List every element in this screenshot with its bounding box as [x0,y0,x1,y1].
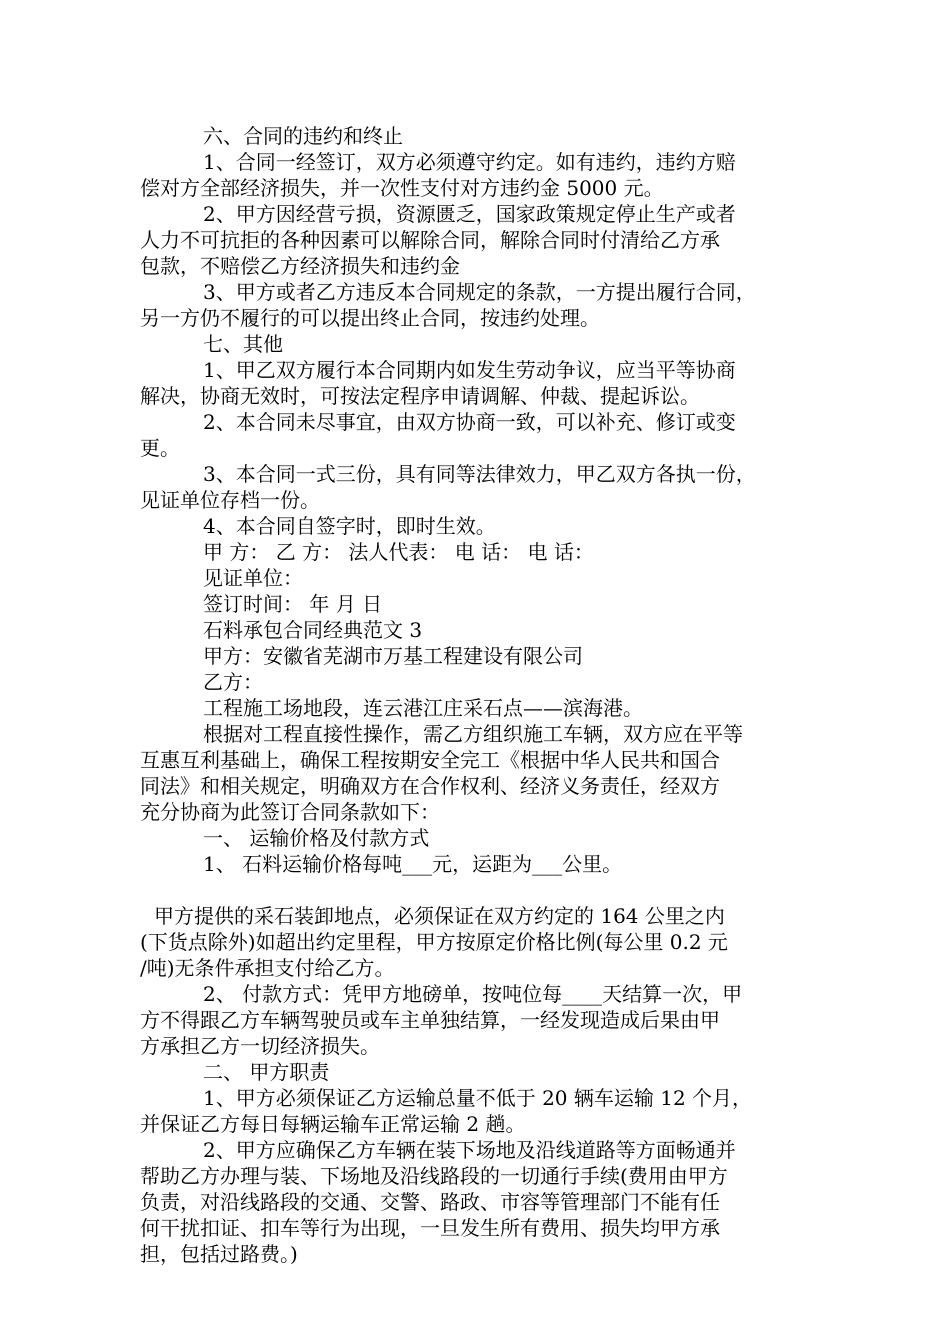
party-b: 乙方： [203,670,263,694]
section-heading: 七、其他 [203,332,283,356]
site-line: 工程施工场地段，连云港江庄采石点——滨海港。 [203,696,643,720]
signature-date: 签订时间： 年 月 日 [203,592,383,616]
paragraph-line: 帮助乙方办理与装、下场地及沿线路段的一切通行手续(费用由甲方 [140,1164,728,1188]
paragraph-line: 4、本合同自签字时，即时生效。 [203,514,496,538]
document-title: 石料承包合同经典范文 3 [203,618,423,642]
paragraph-line: 担，包括过路费。) [140,1242,298,1266]
paragraph-line: 3、甲方或者乙方违反本合同规定的条款，一方提出履行合同， [203,280,756,304]
paragraph-line: 更。 [140,436,180,460]
paragraph-line: 偿对方全部经济损失，并一次性支付对方违约金 5000 元。 [140,176,664,200]
paragraph-line: 1、甲乙双方履行本合同期内如发生劳动争议，应当平等协商 [203,358,736,382]
party-a: 甲方：安徽省芜湖市万基工程建设有限公司 [203,644,583,668]
paragraph-line: 1、甲方必须保证乙方运输总量不低于 20 辆车运输 12 个月， [203,1086,753,1110]
paragraph-line: 3、本合同一式三份，具有同等法律效力，甲乙双方各执一份， [203,462,756,486]
paragraph-line: 根据对工程直接性操作，需乙方组织施工车辆，双方应在平等 [203,722,743,746]
clause-heading: 一、 运输价格及付款方式 [203,826,430,850]
clause-heading: 二、 甲方职责 [203,1060,330,1084]
signature-parties: 甲 方： 乙 方： 法人代表： 电 话： 电 话： [203,540,594,564]
paragraph-line: 充分协商为此签订合同条款如下： [140,800,440,824]
paragraph-line: (下货点除外)如超出约定里程，甲方按原定价格比例(每公里 0.2 元 [140,930,728,954]
signature-witness: 见证单位： [203,566,303,590]
paragraph-line: 人力不可抗拒的各种因素可以解除合同，解除合同时付清给乙方承 [140,228,720,252]
paragraph-line: 互惠互利基础上，确保工程按期安全完工《根据中华人民共和国合 [140,748,720,772]
paragraph-line: 解决，协商无效时，可按法定程序申请调解、仲裁、提起诉讼。 [140,384,700,408]
paragraph-line: 何干扰扣证、扣车等行为出现，一旦发生所有费用、损失均甲方承 [140,1216,720,1240]
paragraph-line: 包款，不赔偿乙方经济损失和违约金 [140,254,460,278]
paragraph-line: 1、 石料运输价格每吨___元，运距为___公里。 [203,852,623,876]
paragraph-line: 同法》和相关规定，明确双方在合作权利、经济义务责任，经双方 [140,774,720,798]
paragraph-line: 2、甲方应确保乙方车辆在装下场地及沿线道路等方面畅通并 [203,1138,736,1162]
paragraph-line: 方不得跟乙方车辆驾驶员或车主单独结算，一经发现造成后果由甲 [140,1008,720,1032]
paragraph-line: 另一方仍不履行的可以提出终止合同，按违约处理。 [140,306,600,330]
paragraph-line: 甲方提供的采石装卸地点，必须保证在双方约定的 164 公里之内 [154,904,725,928]
paragraph-line: 并保证乙方每日每辆运输车正常运输 2 趟。 [140,1112,526,1136]
paragraph-line: 见证单位存档一份。 [140,488,320,512]
paragraph-line: 2、 付款方式：凭甲方地磅单，按吨位每____天结算一次，甲 [203,982,743,1006]
section-heading: 六、合同的违约和终止 [203,124,403,148]
paragraph-line: 1、合同一经签订，双方必须遵守约定。如有违约，违约方赔 [203,150,736,174]
paragraph-line: 方承担乙方一切经济损失。 [140,1034,380,1058]
paragraph-line: 2、本合同未尽事宜，由双方协商一致，可以补充、修订或变 [203,410,736,434]
paragraph-line: 2、甲方因经营亏损，资源匮乏，国家政策规定停止生产或者 [203,202,736,226]
paragraph-line: /吨)无条件承担支付给乙方。 [140,956,395,980]
paragraph-line: 负责，对沿线路段的交通、交警、路政、市容等管理部门不能有任 [140,1190,720,1214]
